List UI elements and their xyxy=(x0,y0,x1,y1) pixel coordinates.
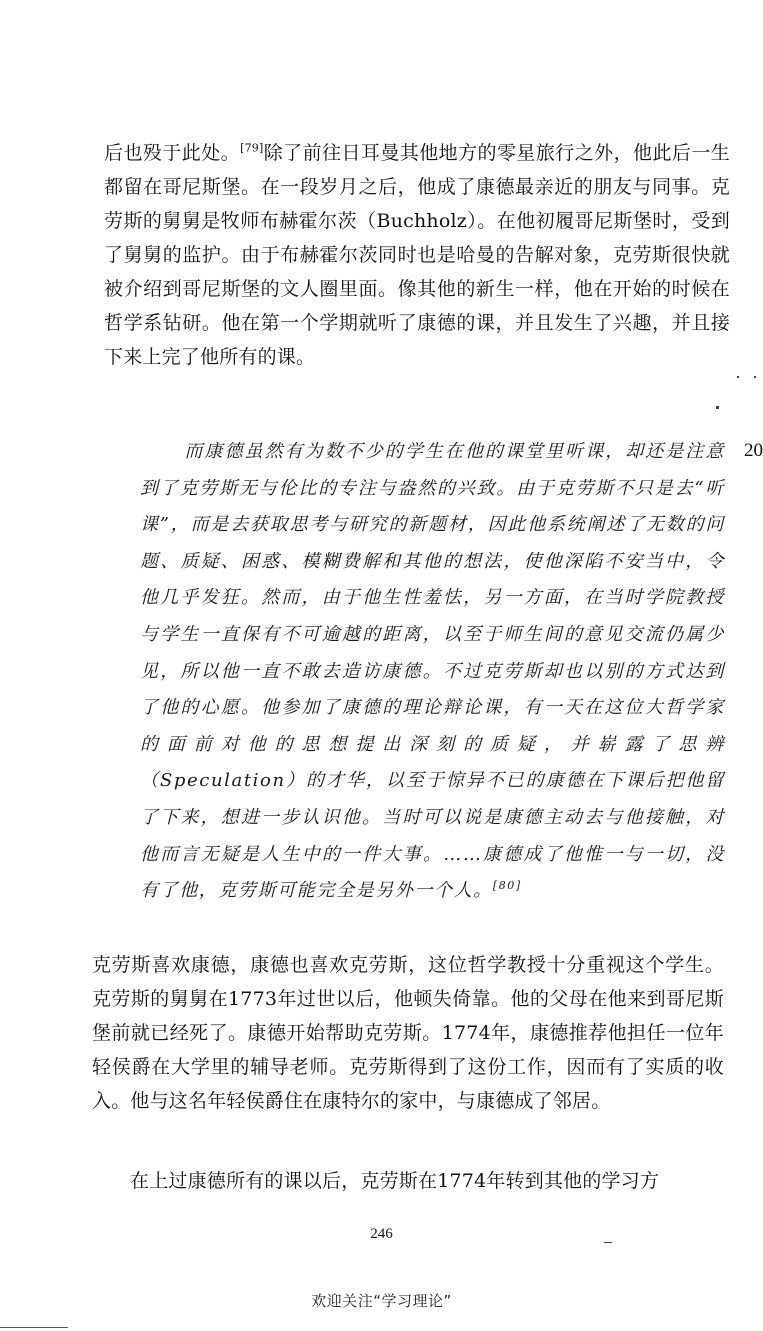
footnote-marker-79: [79] xyxy=(240,141,264,155)
scan-speck xyxy=(604,1242,612,1243)
scan-speck xyxy=(754,376,756,378)
paragraph-1-text-b: 除了前往日耳曼其他地方的零星旅行之外，他此后一生都留在哥尼斯堡。在一段岁月之后，他成了康德最亲近的朋友与同事。克劳斯的舅舅是牧师布赫霍尔茨（Buchholz）。在他初履哥尼斯堡时，受到了舅舅的监护。由于布赫霍尔茨同时也是哈曼的告解对象，克劳斯很快就被介绍到哥尼斯堡的文人圈里面。像其他的新生一样，他在开始的时候在哲学系钻研。他在第一个学期就听了康德的课，并且发生了兴趣，并且接下来上完了他所有的课。 xyxy=(104,142,730,368)
paragraph-2-text: 克劳斯喜欢康德，康德也喜欢克劳斯，这位哲学教授十分重视这个学生。克劳斯的舅舅在1773年过世以后，他顿失倚靠。他的父母在他来到哥尼斯堡前就已经死了。康德开始帮助克劳斯。1774年，康德推荐他担任一位年轻侯爵在大学里的辅导老师。克劳斯得到了这份工作，因而有了实质的收入。他与这名年轻侯爵住在康特尔的家中，与康德成了邻居。 xyxy=(92,954,724,1112)
page-number: 246 xyxy=(370,1226,393,1242)
scan-edge-line xyxy=(0,1327,68,1328)
body-paragraph-2 xyxy=(92,948,724,1118)
scan-speck xyxy=(737,376,739,378)
margin-line-number: 20 xyxy=(744,440,763,461)
body-paragraph-3 xyxy=(92,1164,724,1198)
quote-text: 而康德虽然有为数不少的学生在他的课堂里听课，却还是注意到了克劳斯无与伦比的专注与盎然的兴致。由于克劳斯不只是去“听课”，而是去获取思考与研究的新题材，因此他系统阐述了无数的问题、质疑、困惑、模糊费解和其他的想法，使他深陷不安当中，令他几乎发狂。然而，由于他生性羞怯，另一方面，在当时学院教授与学生一直保有不可逾越的距离，以至于师生间的意见交流仍属少见，所以他一直不敢去造访康德。不过克劳斯却也以别的方式达到了他的心愿。他参加了康德的理论辩论课，有一天在这位大哲学家的面前对他的思想提出深刻的质疑，并崭露了思辨（Speculation）的才华，以至于惊异不已的康德在下课后把他留了下来，想进一步认识他。当时可以说是康德主动去与他接触，对他而言无疑是人生中的一件大事。……康德成了他惟一与一切，没有了他，克劳斯可能完全是另外一个人。 xyxy=(140,441,725,902)
block-quote xyxy=(140,434,725,910)
footnote-marker-80: [80] xyxy=(492,879,522,893)
paragraph-3-text: 在上过康德所有的课以后，克劳斯在1774年转到其他的学习方 xyxy=(130,1170,660,1192)
body-paragraph-1 xyxy=(104,136,730,374)
scan-speck xyxy=(716,406,719,409)
paragraph-1-text-a: 后也殁于此处。 xyxy=(104,142,241,164)
footer-caption: 欢迎关注“学习理论” xyxy=(311,1292,452,1310)
